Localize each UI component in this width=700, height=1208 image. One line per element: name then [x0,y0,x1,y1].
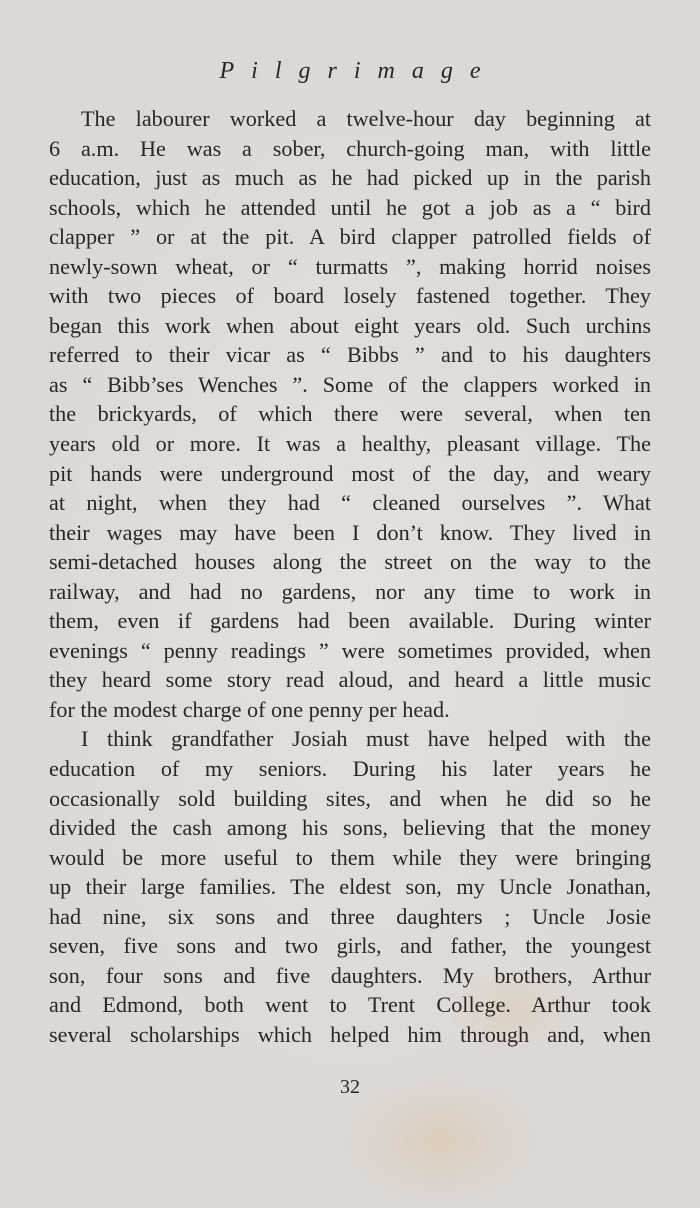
text-line: education of my seniors. During his later years he [49,756,651,782]
text-line: 6 a.m. He was a sober, church-going man, with little [49,135,651,161]
text-line: The labourer worked a twelve-hour day beginning at [81,106,651,131]
running-head: Pilgrimage [219,58,498,84]
text-line: their wages may have been I don’t know. They lived in [49,519,651,545]
text-line: at night, when they had “ cleaned ourselves ”. What [49,490,651,516]
text-line: semi-detached houses along the street on the way to the [49,549,651,575]
text-line: they heard some story read aloud, and heard a little music [49,667,651,693]
text-line: occasionally sold building sites, and when he did so he [49,785,651,811]
text-line: son, four sons and five daughters. My brothers, Arthur [49,962,651,988]
text-line: and Edmond, both went to Trent College. Arthur took [49,992,651,1018]
text-line: railway, and had no gardens, nor any time to work in [49,578,651,604]
text-line: for the modest charge of one penny per head. [49,696,450,722]
text-line: I think grandfather Josiah must have helped with the [81,726,651,752]
text-line: the brickyards, of which there were several, when ten [49,401,651,427]
text-line: newly-sown wheat, or “ turmatts ”, making horrid noises [49,253,651,279]
text-line: would be more useful to them while they were bringing [49,844,651,870]
text-line: education, just as much as he had picked up in the parish [49,165,651,191]
body-text [49,104,651,1050]
text-line: pit hands were underground most of the day, and weary [49,460,651,486]
page-number: 32 [340,1076,360,1098]
text-line: up their large families. The eldest son, my Uncle Jonathan, [49,874,651,900]
paragraph-2 [49,724,651,1049]
text-line: them, even if gardens had been available. During winter [49,608,651,634]
text-line: began this work when about eight years old. Such urchins [49,312,651,338]
text-line: with two pieces of board losely fastened together. They [49,283,651,309]
text-line: divided the cash among his sons, believing that the money [49,815,651,841]
text-line: years old or more. It was a healthy, pleasant village. The [49,431,651,457]
text-line: as “ Bibb’ses Wenches ”. Some of the clappers worked in [49,371,651,397]
text-line: seven, five sons and two girls, and father, the youngest [49,933,651,959]
text-line: had nine, six sons and three daughters ; Uncle Josie [49,903,651,929]
paragraph-1 [49,104,651,724]
text-line: schools, which he attended until he got a job as a “ bird [49,194,651,220]
text-line: clapper ” or at the pit. A bird clapper patrolled fields of [49,224,651,250]
text-line: several scholarships which helped him through and, when [49,1021,651,1047]
text-line: evenings “ penny readings ” were sometimes provided, when [49,637,651,663]
text-line: referred to their vicar as “ Bibbs ” and to his daughters [49,342,651,368]
